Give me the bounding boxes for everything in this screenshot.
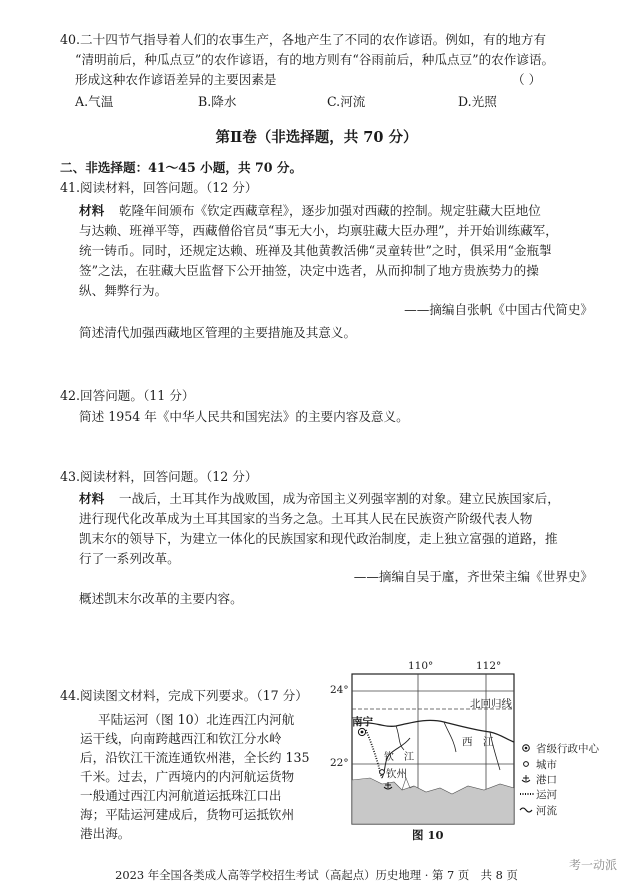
q41-material-line3: 统一铸币。同时，还规定达赖、班禅及其他黄教活佛“灵童转世”之时，俱采用“金瓶掣: [79, 243, 552, 258]
q40-option-a: A.气温: [75, 94, 114, 109]
q44-line2: 运干线，向南跨越西江和钦江分水岭: [80, 731, 282, 746]
q43-material-line1: 一战后，土耳其作为战败国，成为帝国主义列强宰割的对象。建立民族国家后，: [119, 491, 560, 506]
q44-line4: 千米。过去，广西境内的内河航运货物: [80, 769, 295, 784]
map-label-qinjiang: 钦 江: [384, 752, 414, 763]
q40-line3: 形成这种农作谚语差异的主要因素是: [75, 72, 277, 87]
map-lon-112: 112°: [476, 660, 502, 672]
q41-material-label: 材料: [79, 203, 105, 218]
q41-material-line2: 与达赖、班禅平等，西藏僧俗官员“事无大小，均禀驻藏大臣办理”，并开始训练藏军，: [79, 223, 558, 238]
watermark: 考一动派: [568, 858, 617, 872]
q44-line5: 一般通过西江内河航道运抵珠江口出: [80, 788, 282, 803]
q40-option-d: D.光照: [458, 94, 497, 109]
q44-line1: 平陆运河（图 10）北连西江内河航: [98, 712, 295, 727]
section-subtitle: 二、非选择题：41～45 小题，共 70 分。: [60, 160, 303, 175]
q40-line2: “清明前后，种瓜点豆”的农作谚语，有的地方则有“谷雨前后，种瓜点豆”的农作谚语。: [75, 52, 555, 67]
legend-canal: 运河: [536, 789, 557, 801]
q41-source: ——摘编自张帆《中国古代简史》: [404, 302, 593, 317]
map-label-xijiang: 西 江: [462, 736, 494, 748]
map-label-nanning: 南宁: [352, 716, 373, 728]
q41-material-line4: 签”之法，在驻藏大臣监督下公开抽签，决定中选者，从而抑制了地方贵族势力的操: [79, 263, 539, 278]
q43-material-label: 材料: [79, 491, 105, 506]
q44-line7: 港出海。: [80, 826, 131, 841]
q43-material-line4: 行了一系列改革。: [79, 551, 180, 566]
map-label-qinzhou: 钦州: [386, 768, 407, 780]
map-lat-24: 24°: [330, 684, 349, 696]
q41-heading: 41.阅读材料，回答问题。（12 分）: [60, 180, 258, 195]
q44-line3: 后，沿钦江干流连通钦州港，全长约 135: [80, 750, 310, 765]
q43-question: 概述凯末尔改革的主要内容。: [79, 591, 243, 606]
q43-heading: 43.阅读材料，回答问题。（12 分）: [60, 469, 258, 484]
q41-material-line5: 纵、舞弊行为。: [79, 283, 168, 298]
q44-line6: 海；平陆运河建成后，货物可运抵钦州: [80, 807, 295, 822]
legend-city: 城市: [536, 759, 557, 771]
q42-heading: 42.回答问题。（11 分）: [60, 388, 195, 403]
q40-answer-bracket: （ ）: [512, 72, 542, 87]
figure-caption: 图 10: [412, 828, 444, 842]
page-footer: 2023 年全国各类成人高等学校招生考试（高起点）历史地理 · 第 7 页 共 8 页: [115, 868, 518, 882]
q43-source: ——摘编自吴于廑，齐世荣主编《世界史》: [353, 569, 593, 584]
q40-option-b: B.降水: [198, 94, 237, 109]
q43-material-line3: 凯末尔的领导下，为建立一体化的民族国家和现代政治制度，走上独立富强的道路，推: [79, 531, 558, 546]
figure-10-map: [330, 660, 612, 846]
map-label-tropic: 北回归线: [470, 698, 512, 710]
legend-capital: 省级行政中心: [536, 743, 599, 755]
q44-heading: 44.阅读图文材料，完成下列要求。（17 分）: [60, 688, 308, 703]
q42-question: 简述 1954 年《中华人民共和国宪法》的主要内容及意义。: [79, 409, 409, 424]
legend-port: 港口: [536, 774, 557, 786]
q40-line1: 40.二十四节气指导着人们的农事生产，各地产生了不同的农作谚语。例如，有的地方有: [60, 32, 546, 47]
q41-question: 简述清代加强西藏地区管理的主要措施及其意义。: [79, 325, 357, 340]
legend-river: 河流: [536, 805, 557, 817]
q41-material-line1: 乾隆年间颁布《钦定西藏章程》，逐步加强对西藏的控制。规定驻藏大臣地位: [119, 203, 541, 218]
map-lat-22: 22°: [330, 757, 349, 769]
q43-material-line2: 进行现代化改革成为土耳其国家的当务之急。土耳其人民在民族资产阶级代表人物: [79, 511, 533, 526]
q40-option-c: C.河流: [327, 94, 366, 109]
map-lon-110: 110°: [408, 660, 434, 672]
section-title: 第Ⅱ卷（非选择题，共 70 分）: [215, 129, 418, 146]
